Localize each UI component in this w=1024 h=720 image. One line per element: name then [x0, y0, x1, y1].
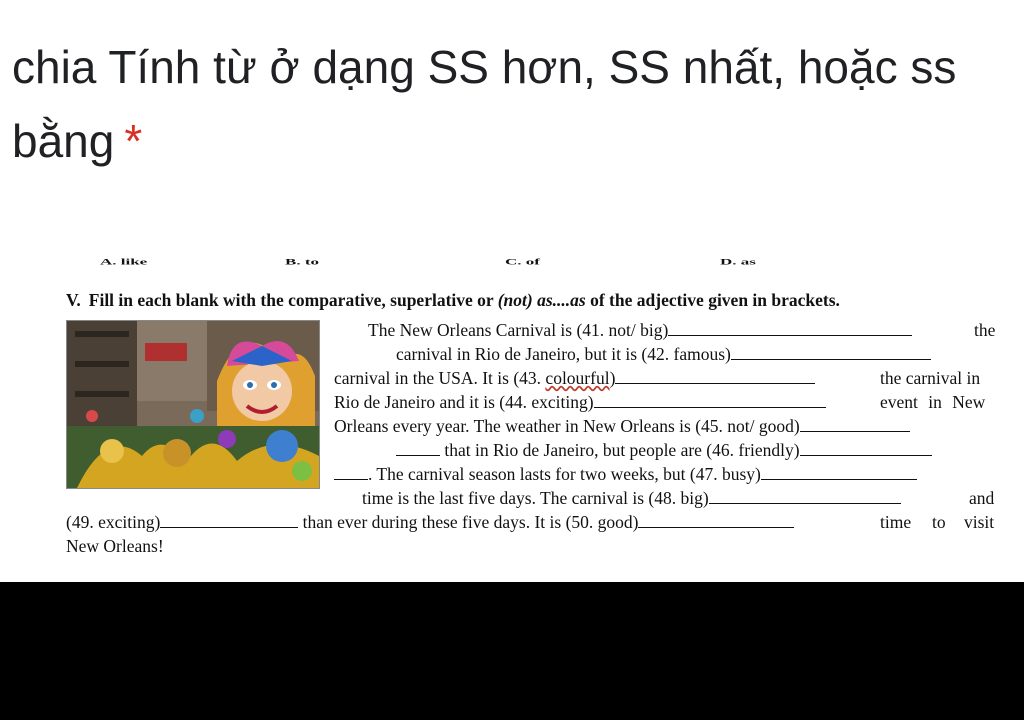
blank-41: [668, 320, 912, 336]
text-line-45: [334, 415, 910, 437]
misspelled-word: colourful: [545, 368, 610, 388]
text-line-44-end: event in New: [880, 392, 986, 412]
text-47: . The carnival season lasts for two weeks, but (47. busy): [368, 464, 761, 484]
text-48: time is the last five days. The carnival is (48. big): [362, 488, 709, 508]
cut-option-a: A. like: [100, 257, 148, 267]
blank-43: [615, 368, 815, 384]
instruction-text-2: of the adjective given in brackets.: [590, 290, 840, 310]
cut-option-b: B. to: [285, 257, 319, 267]
text-line-46: [396, 439, 932, 461]
text-line-49: [66, 511, 794, 533]
text-line-41: [368, 319, 912, 341]
text-41: The New Orleans Carnival is (41. not/ big): [368, 320, 669, 340]
blank-46b: [334, 464, 368, 480]
text-line-48: [362, 487, 901, 509]
instruction-not: (not): [497, 290, 533, 310]
text-line-final: New Orleans!: [66, 536, 164, 556]
question-title-line-2: [12, 104, 1024, 178]
instruction-as-as: as....as: [537, 290, 586, 310]
cut-options-row: [0, 254, 1024, 268]
worksheet-image: [0, 248, 1024, 582]
blank-45: [800, 416, 910, 432]
text-49: (49. exciting): [66, 512, 161, 532]
blank-50: [638, 512, 794, 528]
text-43a: carnival in the USA. It is (43.: [334, 368, 542, 388]
text-50: than ever during these five days. It is (50. good): [302, 512, 639, 532]
text-42: carnival in Rio de Janeiro, but it is (42. famous): [396, 344, 731, 364]
text-line-48-end: and: [969, 488, 995, 508]
blank-46: [800, 440, 932, 456]
carnival-photo: [66, 320, 320, 489]
text-44: Rio de Janeiro and it is (44. exciting): [334, 392, 594, 412]
blank-49: [160, 512, 298, 528]
question-title-word: bằng: [12, 115, 115, 167]
text-line-47: [334, 463, 917, 485]
question-title: [12, 30, 1024, 178]
text-43b: ): [609, 368, 616, 388]
text-46: that in Rio de Janeiro, but people are (46. friendly): [444, 440, 800, 460]
instruction-text-1: Fill in each blank with the comparative, superlative or: [88, 290, 494, 310]
text-line-42: [396, 343, 931, 365]
text-line-50-end-3: visit: [964, 512, 995, 532]
text-line-44: [334, 391, 826, 413]
question-title-line-1: chia Tính từ ở dạng SS hơn, SS nhất, hoặc ss: [12, 41, 957, 93]
text-line-41-end: the: [974, 320, 996, 340]
text-line-43-end: the carnival in: [880, 368, 981, 388]
text-line-50-end-1: time: [880, 512, 912, 532]
text-45: Orleans every year. The weather in New Orleans is (45. not/ good): [334, 416, 800, 436]
cut-option-d: D. as: [720, 257, 756, 267]
bottom-black-area: [0, 582, 1024, 720]
exercise-instruction: [66, 290, 1006, 311]
blank-42: [731, 344, 931, 360]
blank-47: [761, 464, 917, 480]
blank-45b: [396, 440, 440, 456]
blank-44: [594, 392, 826, 408]
required-asterisk: *: [124, 115, 143, 167]
carnival-float-illustration: [67, 321, 319, 488]
text-line-43: [334, 367, 815, 389]
text-line-50-end-2: to: [932, 512, 946, 532]
blank-48: [709, 488, 901, 504]
section-number: V.: [66, 290, 81, 310]
cut-option-c: C. of: [505, 257, 540, 267]
